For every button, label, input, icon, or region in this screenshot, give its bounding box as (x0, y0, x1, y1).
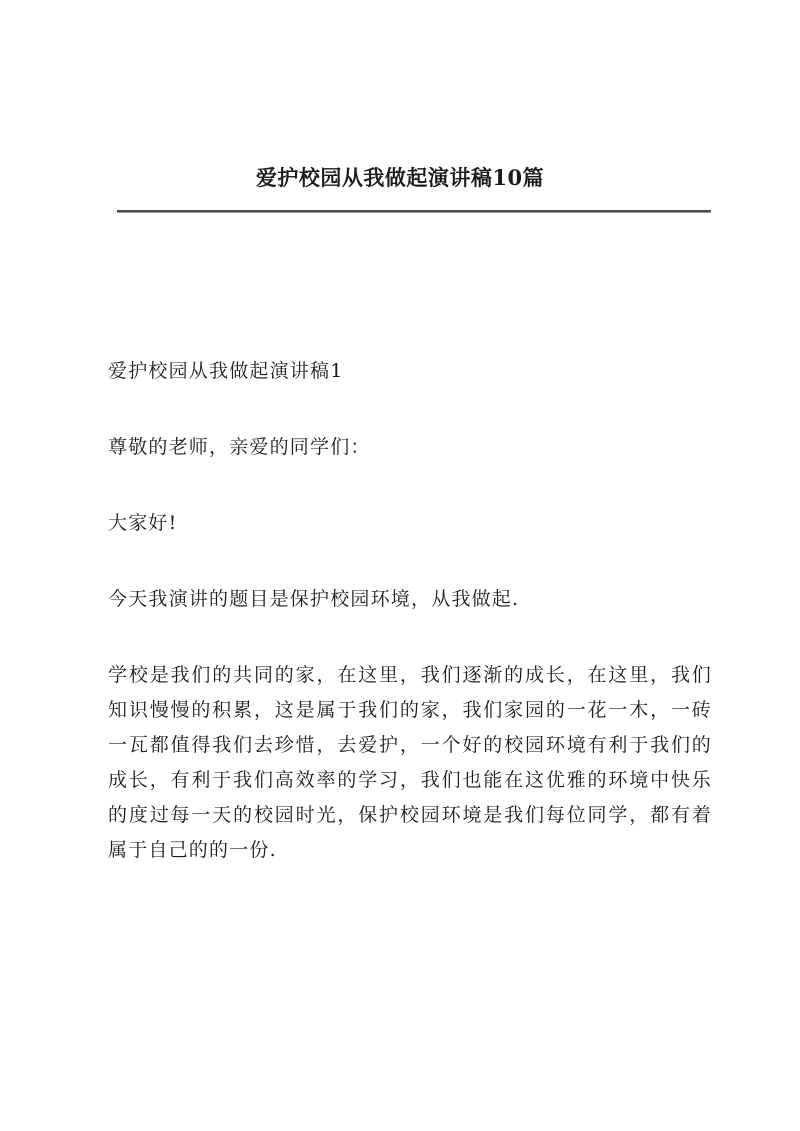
body-paragraph: 学校是我们的共同的家，在这里，我们逐渐的成长，在这里，我们知识慢慢的积累，这是属于我们的家，我们家园的一花一木，一砖一瓦都值得我们去珍惜，去爱护，一个好的校园环境有利于我们的成长，有利于我们高效率的学习，我们也能在这优雅的环境中快乐的度过每一天的校园时光，保护校园环境是我们每位同学，都有着属于自己的的一份. (108, 664, 712, 861)
salutation-paragraph: 尊敬的老师，亲爱的同学们： (108, 436, 371, 458)
greeting-paragraph: 大家好! (108, 512, 178, 534)
title-divider (117, 210, 711, 213)
section-heading: 爱护校园从我做起演讲稿1 (108, 360, 344, 382)
document-title: 爱护校园从我做起演讲稿10篇 (255, 165, 545, 190)
document-body (108, 354, 712, 909)
topic-paragraph: 今天我演讲的题目是保护校园环境，从我做起. (108, 588, 520, 610)
